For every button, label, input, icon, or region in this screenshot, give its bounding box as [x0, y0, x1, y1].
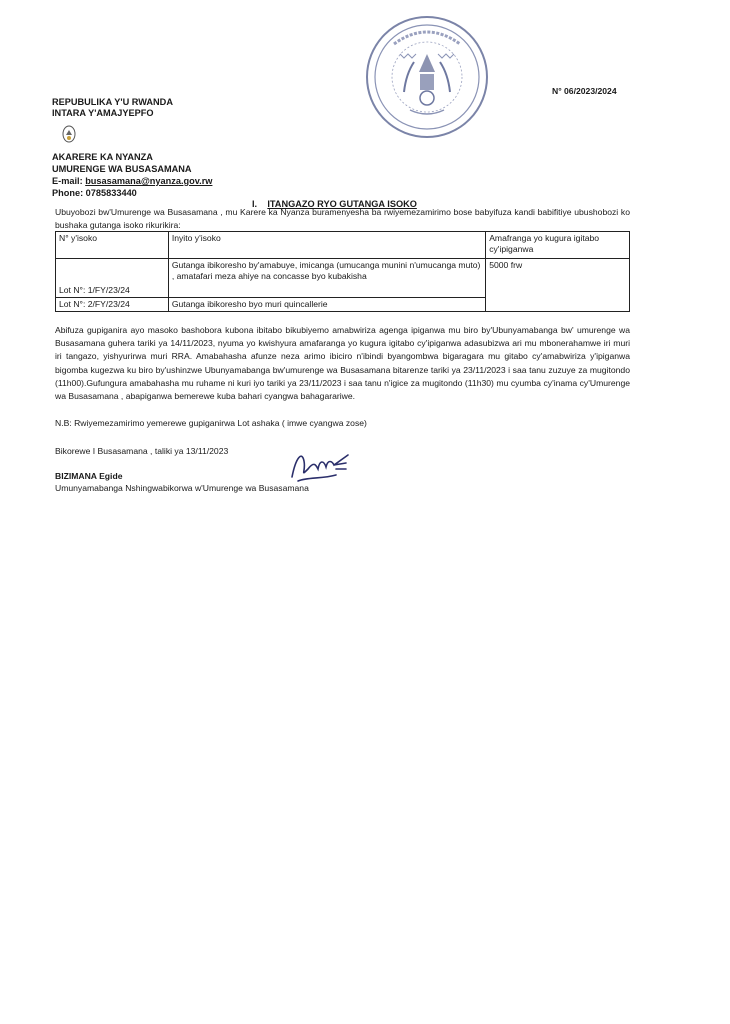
reference-number: N° 06/2023/2024 [552, 86, 617, 96]
signatory-title: Umunyamabanga Nshingwabikorwa w'Umurenge wa Busasamana [55, 483, 309, 493]
table-header-row [56, 232, 630, 259]
body-paragraph: Abifuza gupiganira ayo masoko bashobora kubona ibitabo bikubiyemo amabwiriza agenga ipiganwa mu biro by'Ubunyamabanga bw' umurenge wa Busasamana guhera tariki ya 14/11/2023, nyuma yo kwishyura amafaranga yo kugura igitabo cy'ipiganwa adasubizwa ari mu mbonerahamwe iri muri iri tangazo, yishyurirwa muri RRA. Amabahasha afunze neza arimo ibiciro n'ibindi byangombwa bigaragara mu gitabo cy'amabwiriza y'ipiganwa bigomba kugezwa ku biro by'ushinzwe Ubunyamabanga bw'umurenge wa Busasamana bitarenze tariki ya 23/11/2023 i saa tanu zuzuye za mugitondo (11h00).Gufungura amabahasha mu ruhame ni kuri iyo tariki ya 23/11/2023 i saa tanu n'igice za mugitondo (11h30) mu cyumba cy'inama cy'Umurenge wa Busasamana , abapiganwa bemerewe kuba bahari cyangwa bahagarariwe. [55, 325, 630, 402]
email-line [52, 176, 212, 187]
nb-note: N.B: Rwiyemezamirimo yemerewe gupiganirwa Lot ashaka ( imwe cyangwa zose) [55, 418, 367, 428]
lot-price: 5000 frw [486, 259, 630, 312]
intro-paragraph: Ubuyobozi bw'Umurenge wa Busasamana , mu Karere ka Nyanza buramenyesha ba rwiyemezamirimo bose babyifuza kandi babifitiye ubushobozi ko bushaka gutanga isoko rikurikira: [55, 207, 630, 230]
lot-number: Lot N°: 2/FY/23/24 [56, 298, 169, 312]
signatory-name: BIZIMANA Egide [55, 471, 123, 481]
lot-number: Lot N°: 1/FY/23/24 [59, 284, 130, 295]
email-label: E-mail: [52, 176, 86, 186]
province-name: INTARA Y'AMAJYEPFO [52, 108, 154, 118]
rwanda-emblem [62, 125, 76, 143]
official-seal [364, 14, 490, 140]
district-name: AKARERE KA NYANZA [52, 152, 153, 162]
table-row [56, 259, 630, 298]
header-description: Inyito y'isoko [168, 232, 485, 259]
email-link[interactable]: busasamana@nyanza.gov.rw [85, 176, 213, 186]
place-date: Bikorewe I Busasamana , taliki ya 13/11/2023 [55, 446, 229, 456]
header-price: Amafranga yo kugura igitabo cy'ipiganwa [486, 232, 630, 259]
sector-name: UMURENGE WA BUSASAMANA [52, 164, 192, 174]
lot-number-cell [56, 259, 169, 298]
lot-description: Gutanga ibikoresho by'amabuye, imicanga (umucanga munini n'umucanga muto) , amatafari meza ahiye na concasse byo kubakisha [168, 259, 485, 298]
handwritten-signature [288, 447, 350, 487]
phone-line: Phone: 0785833440 [52, 188, 137, 198]
header-lot-number: N° y'isoko [56, 232, 169, 259]
lot-description: Gutanga ibikoresho byo muri quincallerie [168, 298, 485, 312]
title-text: ITANGAZO RYO GUTANGA ISOKO [267, 199, 417, 209]
tender-table [55, 231, 630, 312]
country-name: REPUBULIKA Y'U RWANDA [52, 97, 173, 107]
title-number: I. [252, 199, 258, 209]
